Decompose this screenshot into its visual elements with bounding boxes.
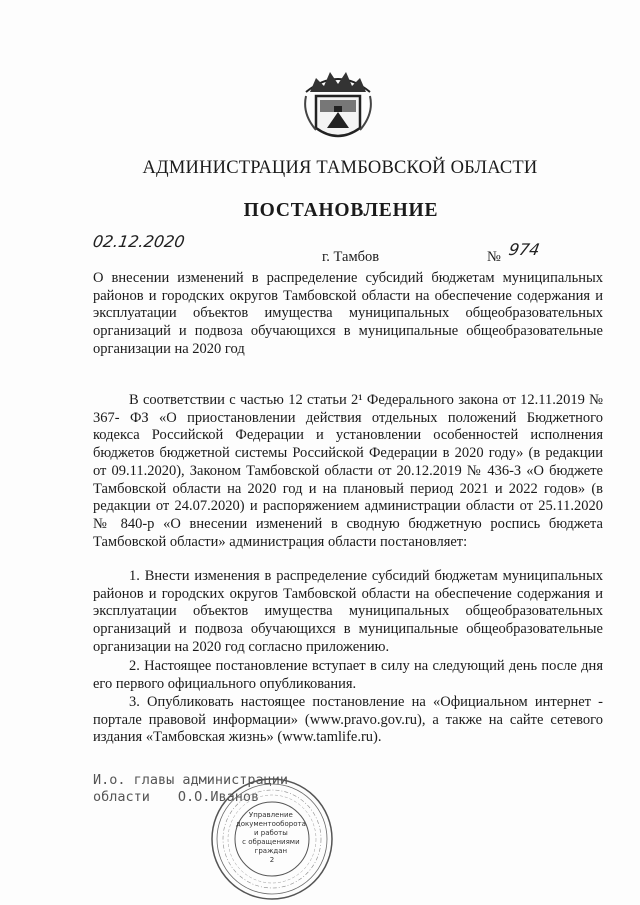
signatory-title-line1: И.о. главы администрации (93, 772, 289, 788)
stamp-line-1: Управление (248, 811, 293, 819)
document-subject: О внесении изменений в распределение субсидий бюджетам муниципальных районов и городских округов Тамбовской области на обеспечение содержания и эксплуатации объектов имущества муниципальных общеобразовательных организаций и подвоза обучающихся в муниципальные общеобразовательные организации на 2020 год (93, 270, 603, 357)
stamp-line-3: и работы (254, 829, 288, 837)
signatory-title-line2: области (93, 789, 150, 805)
stamp-line-2: документооборота (235, 820, 306, 828)
organization-title: АДМИНИСТРАЦИЯ ТАМБОВСКОЙ ОБЛАСТИ (142, 158, 538, 178)
preamble-paragraph: В соответствии с частью 12 статьи 2¹ Федерального закона от 12.11.2019 № 367- ФЗ «О приостановлении действия отдельных положений Бюджетного кодекса Российской Федерации и установлении особенностей исполнения бюджетов бюджетной системы Российской Федерации в 2020 году» (в редакции от 09.11.2020), Законом Тамбовской области от 20.12.2019 № 436-З «О бюджете Тамбовской области на 2020 год и на плановый период 2021 и 2022 годов» (в редакции от 24.07.2020) и распоряжением администрации области от 25.11.2020 № 840-р «О внесении изменений в сводную бюджетную роспись бюджета Тамбовской области» администрация области постановляет: (93, 392, 603, 550)
tambov-coat-of-arms-icon (296, 62, 380, 146)
document-type-title: ПОСТАНОВЛЕНИЕ (243, 200, 439, 221)
signatory-name: О.О.Иванов (177, 789, 260, 805)
number-label: № (487, 249, 501, 265)
clause-1: 1. Внести изменения в распределение субсидий бюджетам муниципальных районов и городских округов Тамбовской области на обеспечение содержания и эксплуатации объектов имущества муниципальных общеобразовательных организаций и подвоза обучающихся в муниципальные общеобразовательные организации на 2020 год согласно приложению. (93, 568, 603, 655)
document-number: 974 (507, 240, 542, 259)
stamp-line-4: с обращениями (242, 838, 300, 846)
clause-3: 3. Опубликовать настоящее постановление на «Официальном интернет - портале правовой информации» (www.pravo.gov.ru), а также на сайте сетевого издания «Тамбовская жизнь» (www.tamlife.ru). (93, 694, 603, 746)
stamp-line-6: 2 (269, 856, 275, 864)
official-stamp (205, 775, 339, 903)
clause-2: 2. Настоящее постановление вступает в силу на следующий день после дня его первого официального опубликования. (93, 658, 603, 692)
stamp-line-5: граждан (254, 847, 288, 855)
svg-text:Управление документообор (236, 811, 308, 864)
document-city: г. Тамбов (322, 249, 380, 265)
document-date: 02.12.2020 (91, 232, 186, 251)
